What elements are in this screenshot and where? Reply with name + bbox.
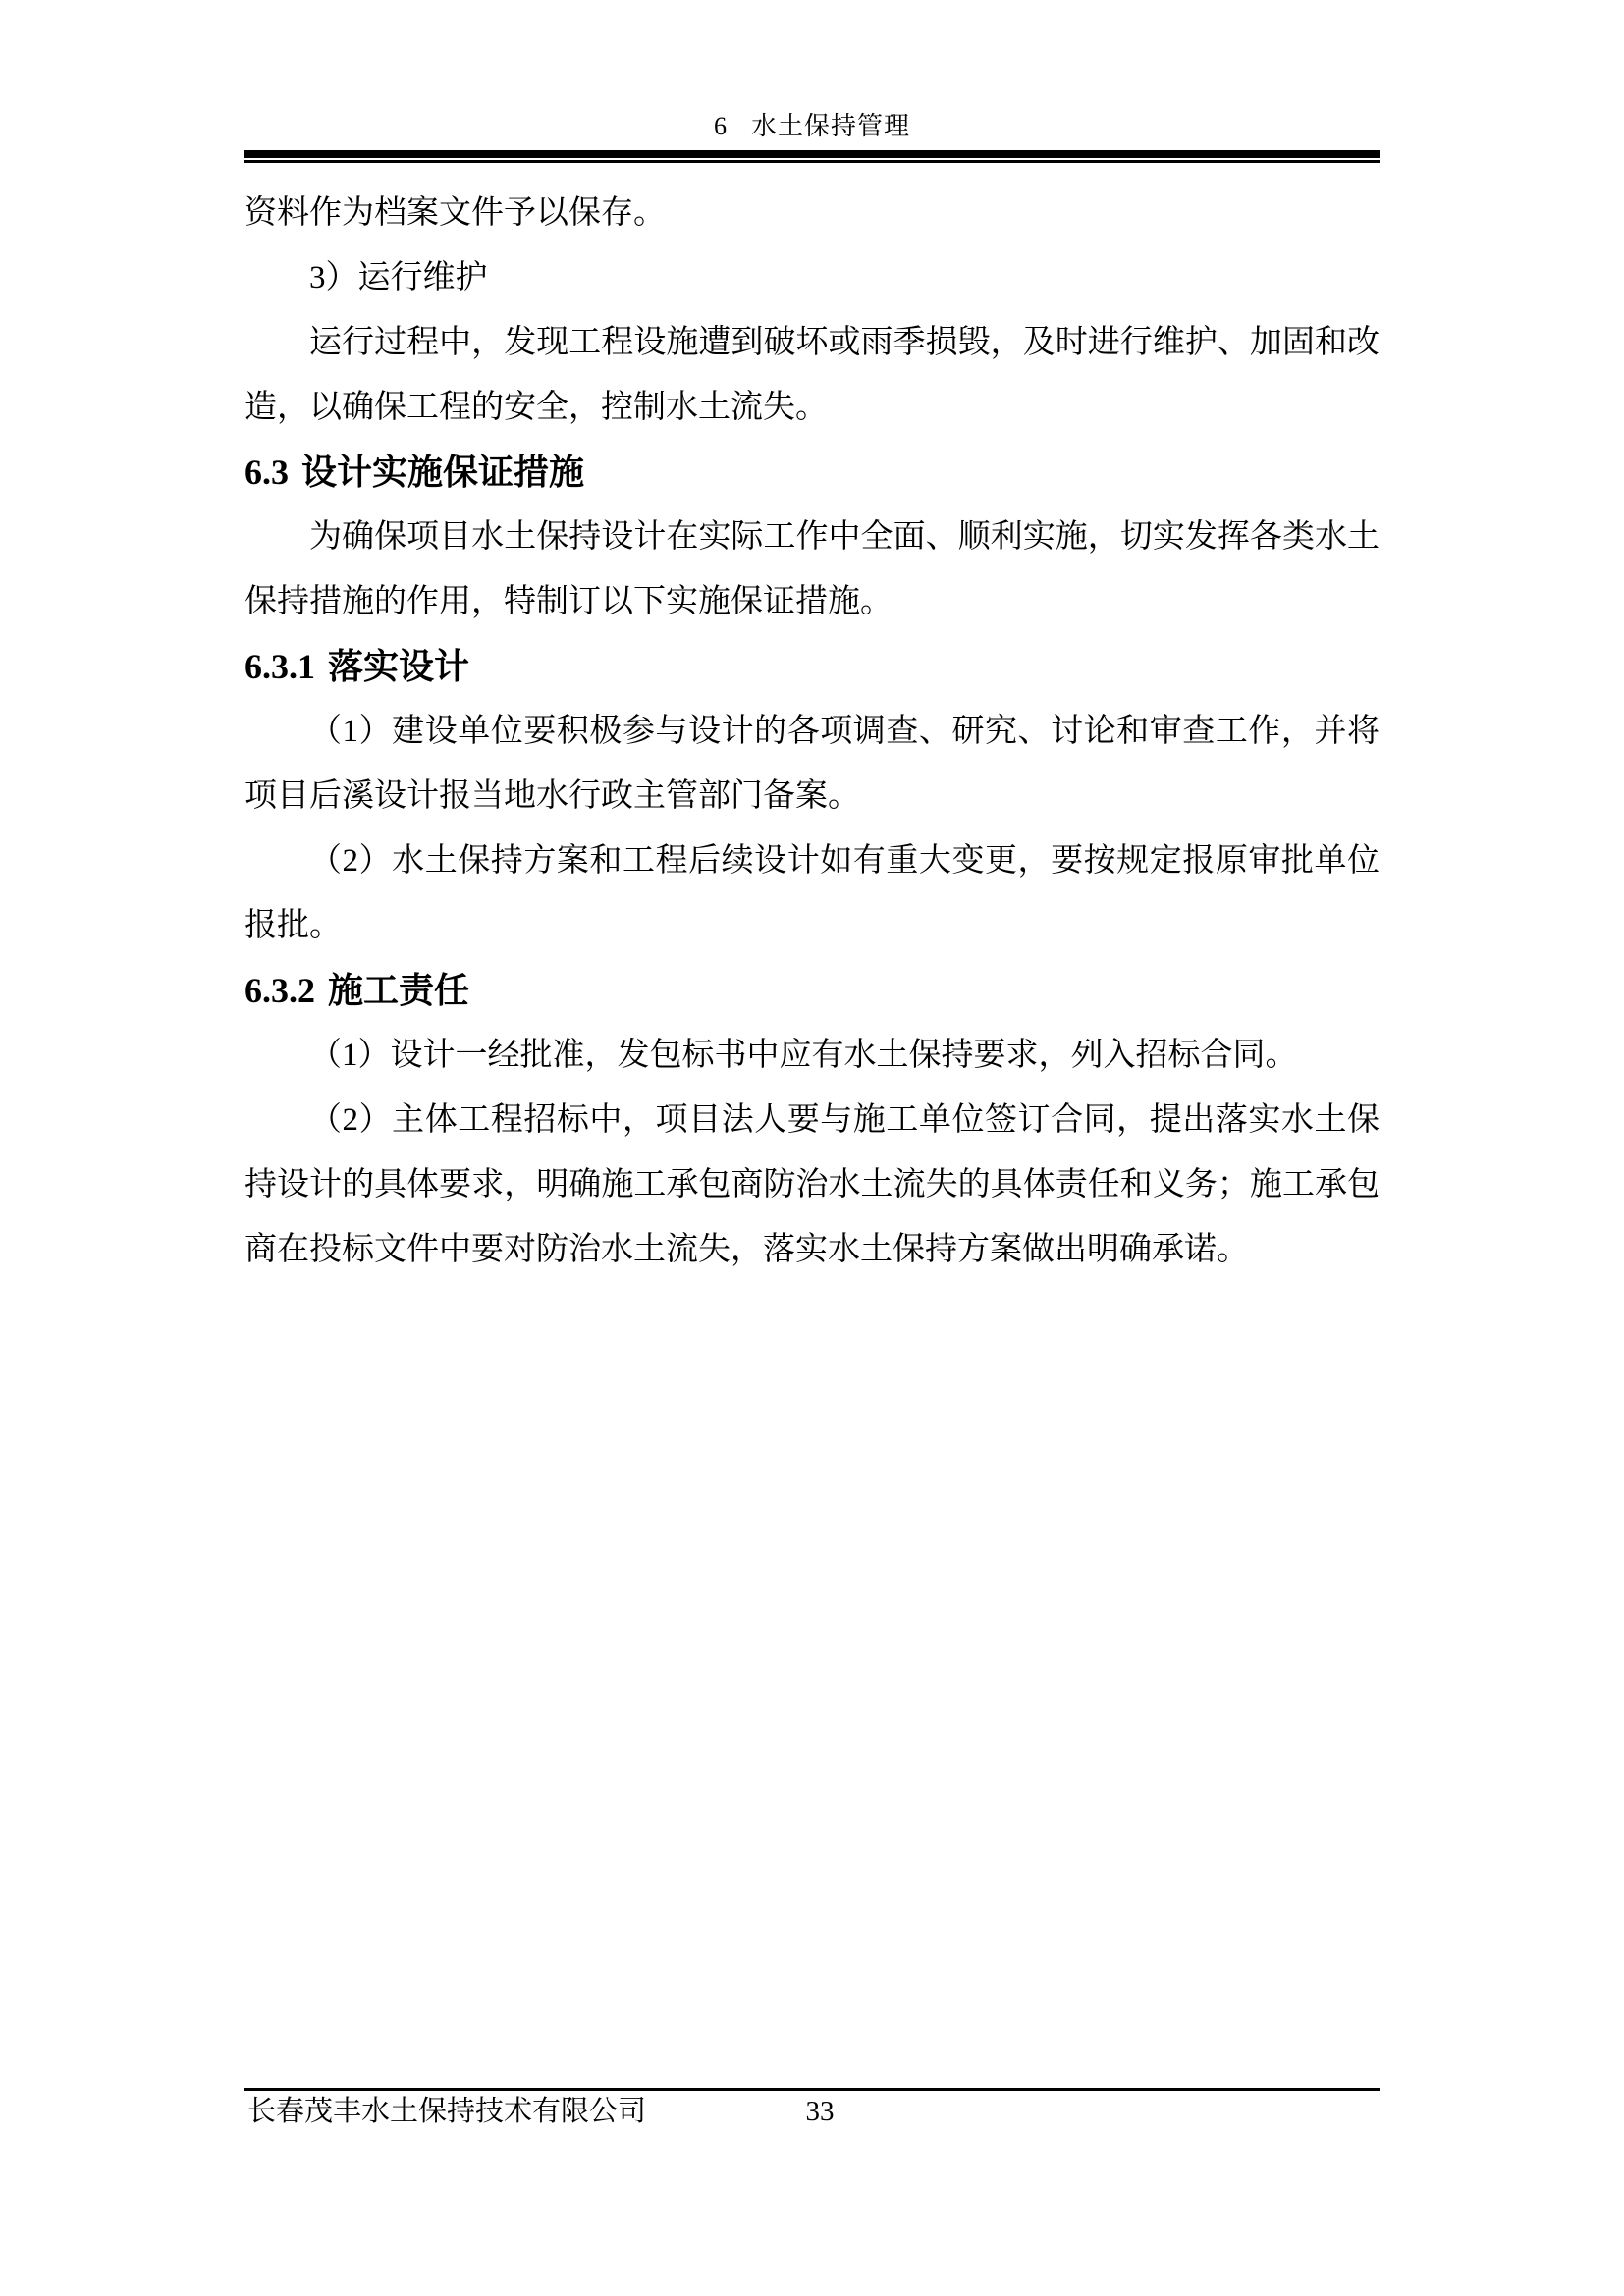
footer-page-number: 33 (805, 2096, 835, 2127)
footer-rule (244, 2088, 1380, 2091)
section-heading-6.3.2 (244, 958, 1380, 1023)
document-body (244, 181, 1380, 1282)
heading-text: 设计实施保证措施 (301, 453, 585, 492)
heading-number: 6.3.1 (244, 647, 315, 686)
section-heading-6.3 (244, 440, 1380, 505)
paragraph: （2）水土保持方案和工程后续设计如有重大变更，要按规定报原审批单位报批。 (244, 843, 1380, 943)
footer-text-row (244, 2094, 1380, 2133)
header-title (244, 110, 1380, 143)
header-double-rule (244, 150, 1380, 163)
paragraph: （1）设计一经批准，发包标书中应有水土保持要求，列入招标合同。 (309, 1038, 1298, 1073)
paragraph: 为确保项目水土保持设计在实际工作中全面、顺利实施，切实发挥各类水土保持措施的作用，特制订以下实施保证措施。 (244, 519, 1380, 619)
paragraph: （1）建设单位要积极参与设计的各项调查、研究、讨论和审查工作，并将项目后溪设计报当地水行政主管部门备案。 (244, 714, 1380, 814)
paragraph: 3）运行维护 (309, 260, 488, 295)
heading-text: 落实设计 (328, 647, 470, 686)
header-chapter-number: 6 (713, 112, 728, 140)
header-title-text: 水土保持管理 (750, 112, 910, 140)
heading-number: 6.3.2 (244, 971, 315, 1010)
heading-text: 施工责任 (328, 971, 470, 1010)
paragraph: 资料作为档案文件予以保存。 (244, 195, 666, 231)
paragraph: 运行过程中，发现工程设施遭到破坏或雨季损毁，及时进行维护、加固和改造，以确保工程的安全，控制水土流失。 (244, 325, 1380, 425)
paragraph: （2）主体工程招标中，项目法人要与施工单位签订合同，提出落实水土保持设计的具体要求，明确施工承包商防治水土流失的具体责任和义务；施工承包商在投标文件中要对防治水土流失，落实水土保持方案做出明确承诺。 (244, 1102, 1380, 1267)
heading-number: 6.3 (244, 453, 289, 492)
footer-company-name: 长春茂丰水土保持技术有限公司 (247, 2096, 647, 2127)
section-heading-6.3.1 (244, 634, 1380, 699)
